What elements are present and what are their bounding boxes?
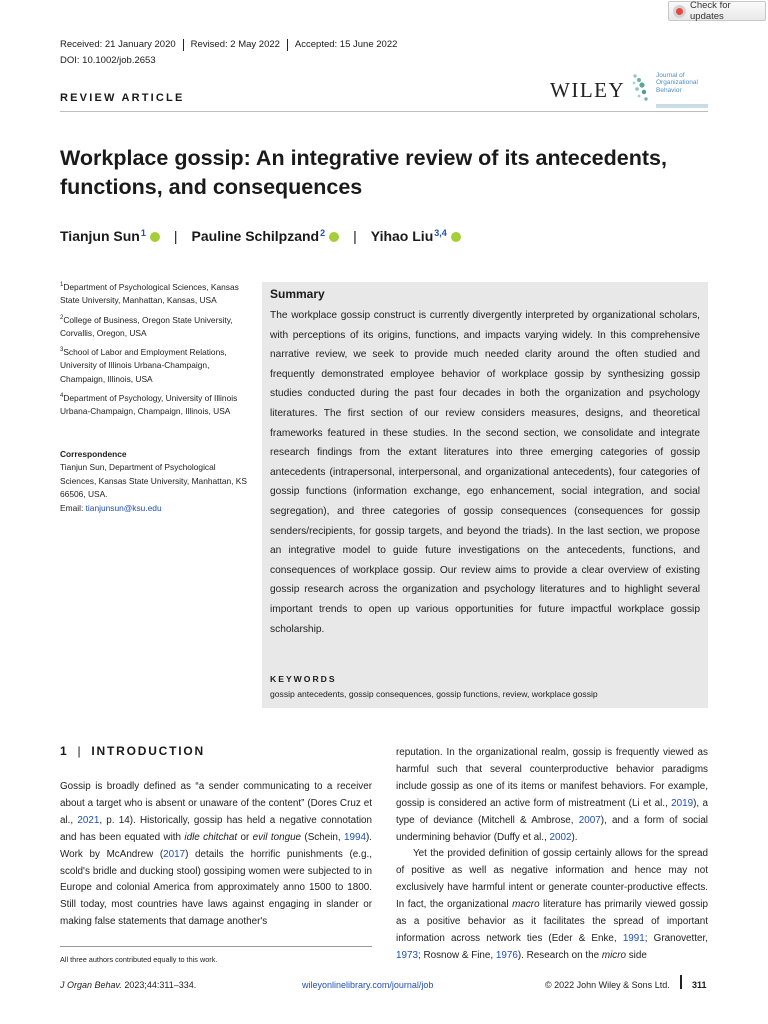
- publisher-logo: WILEY: [550, 78, 626, 102]
- citation-link[interactable]: 2019: [671, 797, 694, 809]
- author-name: Pauline Schilpzand: [191, 228, 320, 244]
- intro-paragraph: Yet the provided definition of gossip certainly allows for the spread of positive as well as negative information and hence may not exclusively have harmful intent or generate counter-productive effects. In fact, the organizational macro literature has primarily viewed gossip as a positive behavior as it facilitates the spread of important information across network ties (Eder & Enke, 1991; Granovetter, 1973; Rosnow & Fine, 1976). Research on the micro side: [396, 848, 708, 961]
- keywords-text: gossip antecedents, gossip consequences, gossip functions, review, workplace gossip: [270, 689, 598, 699]
- email-link[interactable]: tianjunsun@ksu.edu: [85, 502, 162, 513]
- intro-paragraph-left: Gossip is broadly defined as “a sender communicating to a receiver about a target who is absent or unaware of the content” (Dores Cruz et al., 2021, p. 14). Historically, gossip has held a negative connotation and has been equated with idle chitchat or evil tongue (Schein, 1994). Work by McAndrew (2017) details the horrific punishments (e.g., scold's bridle and ducking stool) gossiping women were subjected to in Europe and colonial America from approximately anno 1500 to 1800. Still today, most countries have laws against engaging in slander or making false statements that damage another's: [60, 781, 373, 928]
- footnote-divider: [60, 946, 372, 947]
- footnote: All three authors contributed equally to this work.: [60, 955, 218, 964]
- footer-citation: J Organ Behav. 2023;44:311–334.: [60, 980, 197, 990]
- revised-date: Revised: 2 May 2022: [183, 39, 287, 51]
- intro-right-column: [396, 745, 708, 965]
- accepted-date: Accepted: 15 June 2022: [287, 39, 404, 51]
- check-for-updates-label: Check for updates: [690, 0, 731, 22]
- correspondence: [60, 448, 250, 515]
- orcid-icon[interactable]: [150, 232, 160, 242]
- summary-text: The workplace gossip construct is currently divergently interpreted by organizational scholars, with perceptions of its origins, functions, and impacts varying widely. In this comprehensive narrative review, we seek to provide much needed clarity around the often studied and frequently demonstrated employee behavior of workplace gossip by synthesizing gossip studies conducted during the past four decades in both the organization and psychology literatures. The first section of our review considers measures, designs, and theoretical frameworks featured in these studies. In the second section, we consolidate and integrate research findings from the extant literatures into three emerging categories of gossip antecedents (intrapersonal, interpersonal, and organizational antecedents), four categories of gossip functions (information exchange, ego enhancement, social integration, and social segregation), and three categories of gossip consequences (consequences for gossip senders/recipients, for gossip targets, and beyond the triads). In the last section, we propose an integrative model to guide future investigations on the antecedents, functions, and consequences of workplace gossip. Our review aims to provide a clear overview of existing gossip research across the organization and psychology literatures and to highlight several important trends to open up various opportunities for future impactful workplace gossip scholarship.: [270, 310, 700, 635]
- copyright: © 2022 John Wiley & Sons Ltd.: [545, 980, 670, 990]
- section-number: 1: [60, 744, 69, 758]
- page-number: 311: [692, 980, 707, 990]
- author-name: Yihao Liu: [370, 228, 434, 244]
- footer-divider: [680, 975, 682, 989]
- received-date: Received: 21 January 2020: [60, 39, 176, 50]
- section-separator: |: [77, 744, 83, 758]
- citation-link[interactable]: 2021: [77, 814, 100, 826]
- author-affiliation-sup[interactable]: 3,4: [434, 228, 447, 238]
- orcid-icon[interactable]: [329, 232, 339, 242]
- correspondence-address: Tianjun Sun, Department of Psychological Sciences, Kansas State University, Manhattan, KS 66506, USA.: [60, 462, 247, 500]
- doi: DOI: 10.1002/job.2653: [60, 55, 156, 66]
- affiliation: $^1$Department of Psychological Sciences, Kansas State University, Manhattan, Kansas, USA: [60, 281, 239, 306]
- journal-logo-text: Journal of Organizational Behavior: [656, 72, 698, 94]
- citation-link[interactable]: 1973: [396, 949, 418, 961]
- citation-link[interactable]: 2017: [163, 848, 186, 860]
- affiliation: $^3$School of Labor and Employment Relations, University of Illinois Urbana-Champaign, Champaign, Illinois, USA: [60, 347, 227, 384]
- intro-heading: [60, 744, 205, 758]
- affiliations: [60, 279, 250, 423]
- affiliation: $^4$Department of Psychology, University of Illinois Urbana-Champaign, Champaign, Illinois, USA: [60, 393, 238, 417]
- citation-link[interactable]: 1991: [622, 932, 645, 944]
- article-dates: [60, 39, 404, 51]
- journal-url-link[interactable]: wileyonlinelibrary.com/journal/job: [302, 980, 434, 990]
- correspondence-title: Correspondence: [60, 449, 127, 459]
- summary-title: Summary: [270, 287, 325, 301]
- author-separator: |: [353, 228, 357, 244]
- affiliation: $^2$College of Business, Oregon State University, Corvallis, Oregon, USA: [60, 314, 233, 338]
- citation-link[interactable]: 2007: [578, 814, 601, 826]
- intro-paragraph: reputation. In the organizational realm, gossip is frequently viewed as harmful such that several counterproductive behavior paradigms include gossip as one of its items or manifest behaviors. For example, gossip is considered an active form of mistreatment (Li et al., 2019), a type of deviance (Mitchell & Ambrose, 2007), and a form of social undermining behavior (Duffy et al., 2002).: [396, 747, 708, 843]
- author-affiliation-sup[interactable]: 2: [320, 228, 326, 238]
- section-label: REVIEW ARTICLE: [60, 92, 185, 104]
- orcid-icon[interactable]: [451, 232, 461, 242]
- section-title: INTRODUCTION: [91, 744, 205, 758]
- author-list: [60, 228, 461, 244]
- article-title: Workplace gossip: An integrative review of its antecedents, functions, and consequences: [60, 146, 667, 199]
- header-divider: [60, 111, 708, 112]
- keywords-label: KEYWORDS: [270, 674, 337, 684]
- check-for-updates-button[interactable]: [668, 1, 766, 21]
- citation-link[interactable]: 1994: [344, 831, 366, 843]
- author-name: Tianjun Sun: [60, 228, 140, 244]
- citation-link[interactable]: 1976: [495, 949, 518, 961]
- crossmark-icon: [673, 5, 686, 18]
- citation-link[interactable]: 2002: [549, 831, 572, 843]
- author-separator: |: [173, 228, 178, 244]
- correspondence-email: Email: tianjunsun@ksu.edu: [60, 502, 162, 513]
- author-affiliation-sup[interactable]: 1: [140, 228, 146, 238]
